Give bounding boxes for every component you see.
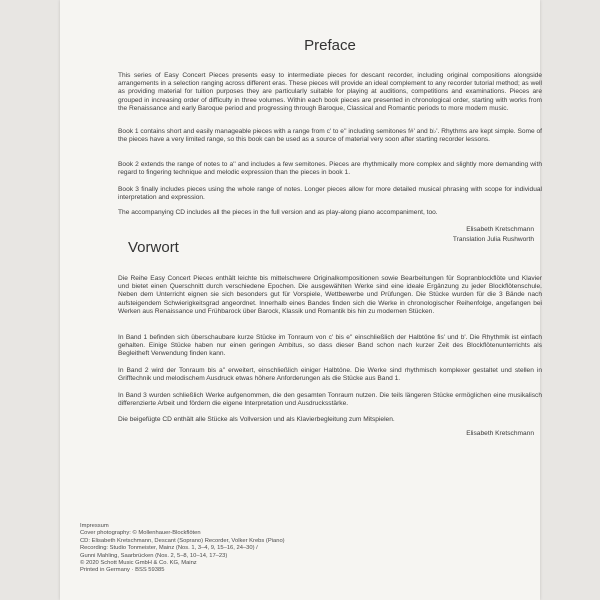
vorwort-paragraph-4: In Band 3 wurden schließlich Werke aufgenommen, die den gesamten Tonraum nutzen. Die teils längeren Stücke ermöglichen eine musikalisch differenzierte Arbeit und fördern die eigene Interpretation und Ausdrucksstärke. — [118, 392, 542, 408]
imprint-line: CD: Elisabeth Kretschmann, Descant (Soprano) Recorder, Volker Krebs (Piano) — [80, 537, 285, 544]
imprint-block — [80, 523, 340, 575]
vorwort-paragraph-5: Die beigefügte CD enthält alle Stücke als Vollversion und als Klavierbegleitung zum Mitspielen. — [118, 416, 395, 423]
imprint-line: Recording: Studio Tonmeister, Mainz (Nos. 1, 3–4, 9, 15–16, 24–30) / — [80, 545, 258, 552]
preface-signature: Elisabeth Kretschmann — [466, 226, 534, 233]
vorwort-paragraph-3: In Band 2 wird der Tonraum bis a'' erweitert, einschließlich einiger Halbtöne. Die Werke sind rhythmisch komplexer gestaltet und stellen in Grifftechnik und melodischem Ausdruck etwas höhere Anforderungen als die Stücke aus Band 1. — [118, 367, 542, 383]
preface-title: Preface — [304, 37, 356, 54]
vorwort-paragraph-2: In Band 1 befinden sich überschaubare kurze Stücke im Tonraum von c' bis e'' einschließlich der Halbtöne fis' und b'. Die Rhythmik ist einfach gehalten. Einige Stücke haben nur einen geringen Ambitus, so dass dieser Band schon nach kurzer Zeit des Blockflötenunterrichts als Begleitheft Verwendung finden kann. — [118, 334, 542, 358]
preface-paragraph-1: This series of Easy Concert Pieces presents easy to intermediate pieces for descant recorder, including original compositions alongside arrangements in a selection ranging across different eras. These pieces will provide an ideal complement to any recorder tutorial method; as well as providing material for tuition purposes they are particularly suitable for playing at auditions, competitions and examinations. Pieces are grouped in increasing order of difficulty in three volumes. Within each book pieces are presented in chronological order, starting with works from the Renaissance and early Baroque period and progressing through Baroque, Classical and Romantic periods to more modern music. — [118, 72, 542, 112]
imprint-heading: Impressum — [80, 523, 109, 529]
vorwort-paragraph-1: Die Reihe Easy Concert Pieces enthält leichte bis mittelschwere Originalkompositionen sowie Bearbeitungen für Sopranblockflöte und Klavier und bietet einen Querschnitt durch verschiedene Epochen. Die ausgewählten Werke sind eine ideale Ergänzung zu jeder Blockflötenschule. Neben dem Unterricht eignen sie sich besonders gut für Vorspiele, Wettbewerbe und Prüfungen. Die Stücke wurden für die 3 Bände nach aufsteigendem Schwierigkeitsgrad angeordnet. Innerhalb eines Bandes finden sich die Werke in chronologischer Reihenfolge, angefangen bei Werken aus Renaissance und Frühbarock über Barock, Klassik und Romantik bis hin zu modernen Stücken. — [118, 275, 542, 315]
imprint-line: Cover photography: © Mollenhauer-Blockflöten — [80, 530, 201, 537]
imprint-line: © 2020 Schott Music GmbH & Co. KG, Mainz — [80, 560, 197, 567]
document-page — [60, 0, 540, 600]
preface-paragraph-4: Book 3 finally includes pieces using the whole range of notes. Longer pieces allow for more detailed musical phrasing with scope for individual interpretation and expression. — [118, 186, 542, 202]
preface-translation: Translation Julia Rushworth — [452, 236, 534, 243]
preface-paragraph-3: Book 2 extends the range of notes to a'' and includes a few semitones. Pieces are rhythmically more complex and slightly more demanding with regard to fingering technique and melodic expression than the pieces in book 1. — [118, 161, 542, 177]
imprint-line: Gunni Mahling, Saarbrücken (Nos. 2, 5–8, 10–14, 17–23) — [80, 552, 228, 559]
preface-paragraph-5: The accompanying CD includes all the pieces in the full version and as play-along piano accompaniment, too. — [118, 209, 438, 216]
imprint-line: Printed in Germany · BSS 59385 — [80, 567, 165, 574]
vorwort-title: Vorwort — [128, 239, 179, 256]
preface-paragraph-2: Book 1 contains short and easily manageable pieces with a range from c' to e'' including semitones f#' and b♭'. Rhythms are kept simple. Some of the pieces have a very limited range, so this book can be used as a source of material very soon after starting recorder lessons. — [118, 128, 542, 144]
vorwort-signature: Elisabeth Kretschmann — [466, 430, 534, 437]
